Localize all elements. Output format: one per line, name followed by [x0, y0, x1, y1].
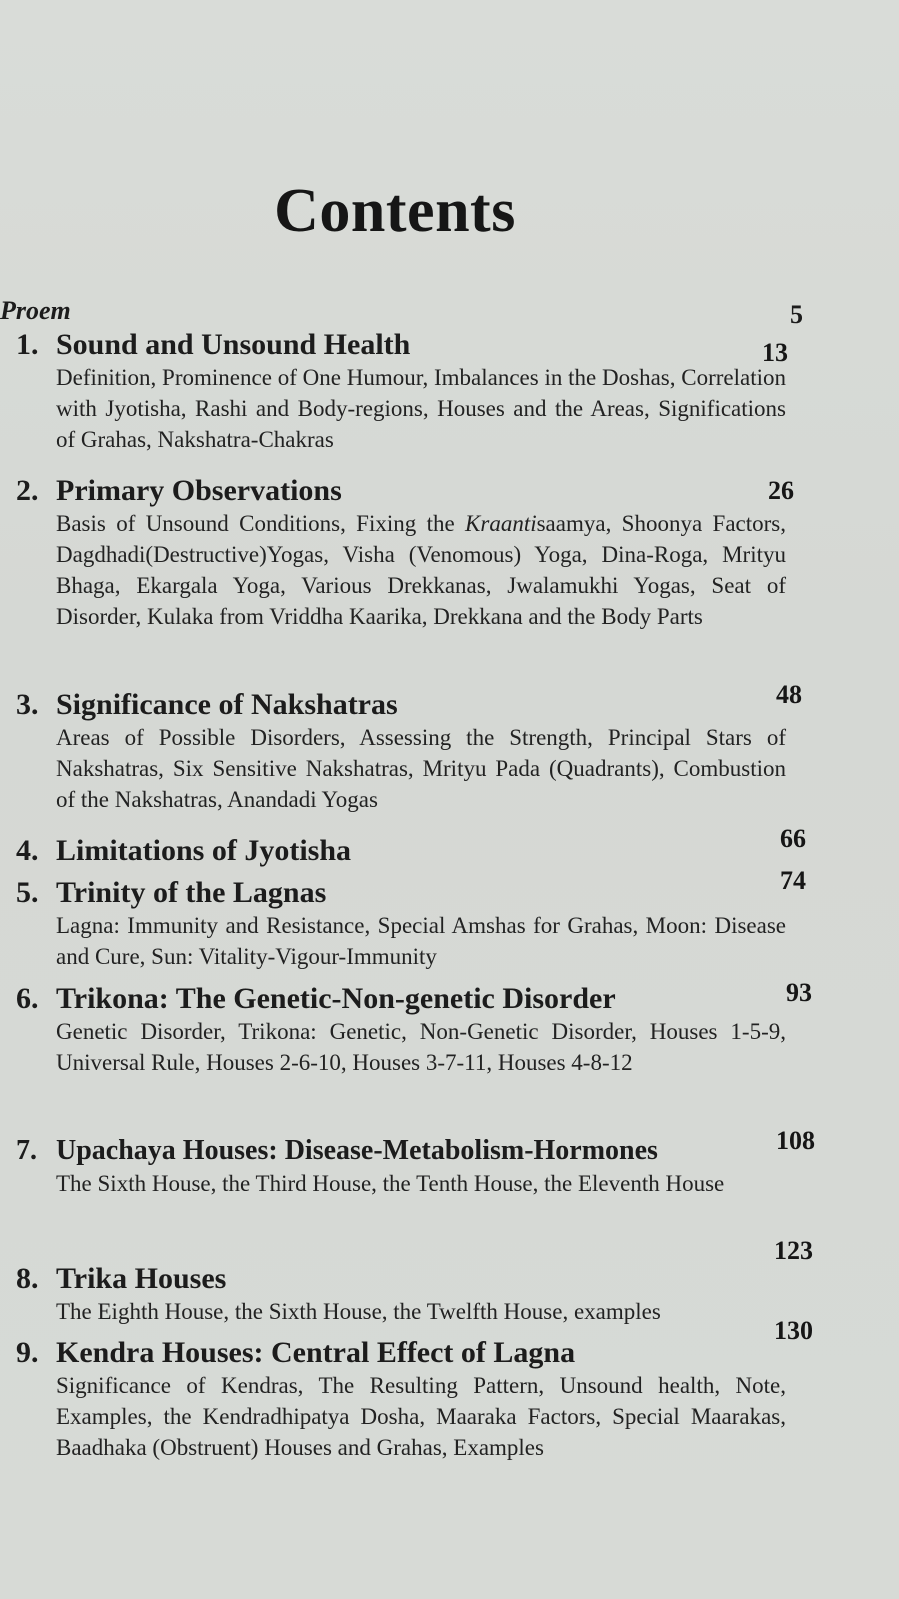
entry-description-rest: saamya, Shoonya Factors, Dagdhadi(Destructive)Yogas, Visha (Venomous) Yoga, Dina-Roga, Mrityu Bhaga, Ekargala Yoga, Various Drekkanas, Jwalamukhi Yogas, Seat of Disorder, Kulaka from Vriddha Kaarika, Drekkana and the Body Parts [56, 511, 786, 629]
toc-entry[interactable] [16, 834, 786, 868]
toc-entry[interactable] [16, 1262, 786, 1327]
entry-number: 2. [16, 474, 39, 507]
entry-title: Trikona: The Genetic-Non-genetic Disorder [56, 982, 616, 1015]
entry-page-number: 48 [776, 680, 802, 709]
toc-entry[interactable] [16, 982, 786, 1078]
entry-description-italic: Kraanti [465, 511, 537, 536]
entry-title: Sound and Unsound Health [56, 328, 411, 361]
page-title: Contents [274, 177, 516, 245]
entry-heading[interactable] [16, 328, 786, 362]
entry-number: 7. [16, 1135, 37, 1166]
proem-page-number: 5 [790, 300, 803, 329]
toc-entry[interactable] [16, 1134, 786, 1199]
entry-title: Significance of Nakshatras [56, 688, 398, 721]
toc-entry[interactable] [16, 876, 786, 972]
entry-description: Genetic Disorder, Trikona: Genetic, Non-Genetic Disorder, Houses 1-5-9, Universal Rule, Houses 2-6-10, Houses 3-7-11, Houses 4-8-12 [56, 1019, 786, 1075]
entry-number: 4. [16, 834, 39, 867]
toc-entry[interactable] [16, 688, 786, 815]
entry-page-number: 74 [780, 866, 806, 895]
entry-title: Primary Observations [56, 474, 342, 507]
entry-description: Definition, Prominence of One Humour, Imbalances in the Doshas, Correlation with Jyotisha, Rashi and Body-regions, Houses and the Areas, Significations of Grahas, Nakshatra-Chakras [56, 365, 786, 452]
entry-page-number: 26 [768, 476, 794, 505]
entry-heading[interactable] [16, 1262, 786, 1296]
entry-page-number: 13 [762, 338, 788, 367]
entry-title: Kendra Houses: Central Effect of Lagna [56, 1336, 576, 1369]
entry-description: Lagna: Immunity and Resistance, Special Amshas for Grahas, Moon: Disease and Cure, Sun: Vitality-Vigour-Immunity [56, 913, 786, 969]
entry-number: 6. [16, 982, 39, 1015]
entry-number: 8. [16, 1262, 39, 1295]
entry-heading[interactable] [16, 1336, 786, 1370]
entry-title: Upachaya Houses: Disease-Metabolism-Hormones [56, 1135, 658, 1166]
entry-heading[interactable] [16, 834, 786, 868]
entry-title: Limitations of Jyotisha [56, 834, 352, 867]
entry-heading[interactable] [16, 982, 786, 1016]
entry-title: Trinity of the Lagnas [56, 876, 327, 909]
proem-label: Proem [0, 296, 71, 325]
entry-title: Trika Houses [56, 1262, 227, 1295]
entry-number: 5. [16, 876, 39, 909]
entry-description [56, 508, 786, 632]
entry-number: 1. [16, 328, 39, 361]
entry-heading[interactable] [16, 1134, 786, 1168]
entry-heading[interactable] [16, 876, 786, 910]
entry-page-number: 108 [776, 1126, 815, 1155]
entry-heading[interactable] [16, 474, 786, 508]
entry-description: Significance of Kendras, The Resulting Pattern, Unsound health, Note, Examples, the Kendradhipatya Dosha, Maaraka Factors, Special Maarakas, Baadhaka (Obstruent) Houses and Grahas, Examples [56, 1373, 786, 1460]
entry-page-number: 93 [786, 978, 812, 1007]
entry-page-number: 130 [774, 1316, 813, 1345]
entry-page-number: 66 [780, 824, 806, 853]
entry-heading[interactable] [16, 688, 786, 722]
entry-description: The Eighth House, the Sixth House, the Twelfth House, examples [56, 1299, 661, 1324]
toc-entry[interactable] [16, 328, 786, 455]
entry-description: Areas of Possible Disorders, Assessing the Strength, Principal Stars of Nakshatras, Six Sensitive Nakshatras, Mrityu Pada (Quadrants), Combustion of the Nakshatras, Anandadi Yogas [56, 725, 786, 812]
entry-page-number: 123 [774, 1236, 813, 1265]
entry-number: 3. [16, 688, 39, 721]
entry-description: The Sixth House, the Third House, the Tenth House, the Eleventh House [56, 1171, 725, 1196]
toc-entry[interactable] [16, 474, 786, 632]
entry-number: 9. [16, 1336, 39, 1369]
entry-description-start: Basis of Unsound Conditions, Fixing the [56, 511, 466, 536]
toc-entry[interactable] [16, 1336, 786, 1463]
